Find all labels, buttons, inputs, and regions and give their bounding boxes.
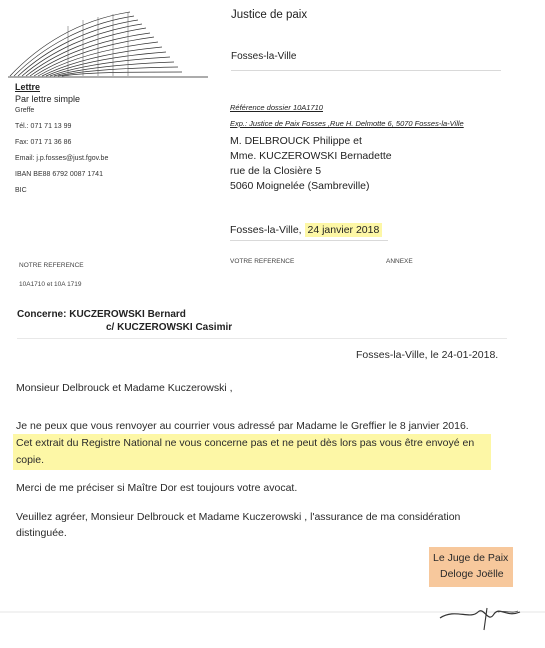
bic: BIC xyxy=(15,187,27,194)
fax-number: Fax: 071 71 36 86 xyxy=(15,139,72,146)
delivery-method: Par lettre simple xyxy=(15,94,81,104)
date: 24 janvier 2018 xyxy=(305,223,383,237)
concerne-party-2: c/ KUCZEROWSKI Casimir xyxy=(106,322,233,333)
department: Greffe xyxy=(15,107,35,114)
recipient-line-3: rue de la Closière 5 xyxy=(230,165,322,177)
email-address: Email: j.p.fosses@just.fgov.be xyxy=(15,155,109,162)
your-reference-label: VOTRE REFERENCE xyxy=(230,258,295,265)
recipient-line-2: Mme. KUCZEROWSKI Bernadette xyxy=(230,150,392,162)
dossier-reference: Référence dossier 10A1710 xyxy=(230,103,323,112)
recipient-line-4: 5060 Moignelée (Sambreville) xyxy=(230,180,370,192)
paragraph-1-line-3: copie. xyxy=(16,454,45,466)
court-location: Fosses-la-Ville xyxy=(231,51,297,62)
paragraph-3-line-1: Veuillez agréer, Monsieur Delbrouck et Madame Kuczerowski , l'assurance de ma considération xyxy=(16,511,461,523)
place-date xyxy=(230,224,382,236)
concerne-party-1: KUCZEROWSKI Bernard xyxy=(69,309,186,320)
concerne-label: Concerne: xyxy=(17,309,67,320)
paragraph-3-line-2: distinguée. xyxy=(16,527,67,539)
signatory-name: Deloge Joëlle xyxy=(440,568,504,580)
our-reference-label: NOTRE REFERENCE xyxy=(19,262,84,269)
concerne-line xyxy=(17,309,186,320)
place: Fosses-la-Ville, xyxy=(230,224,302,236)
court-logo xyxy=(8,6,208,78)
iban: IBAN BE88 6792 0087 1741 xyxy=(15,171,103,178)
sender-address: Exp.: Justice de Paix Fosses ,Rue H. Delmotte 6, 5070 Fosses-la-Ville xyxy=(230,119,464,128)
court-name: Justice de paix xyxy=(231,9,308,21)
paragraph-2: Merci de me préciser si Maître Dor est toujours votre avocat. xyxy=(16,482,298,494)
header-divider xyxy=(231,70,501,71)
date-divider xyxy=(230,240,388,241)
paragraph-1-line-2: Cet extrait du Registre National ne vous concerne pas et ne peut dès lors pas vous être envoyé en xyxy=(16,437,475,449)
concerne-divider xyxy=(17,338,507,339)
handwritten-signature xyxy=(0,598,545,638)
doc-type: Lettre xyxy=(15,82,41,92)
our-reference-value: 10A1710 et 10A 1719 xyxy=(19,281,82,288)
salutation: Monsieur Delbrouck et Madame Kuczerowski , xyxy=(16,382,233,394)
letter-date: Fosses-la-Ville, le 24-01-2018. xyxy=(356,349,499,361)
annex-label: ANNEXE xyxy=(386,258,413,265)
phone-number: Tél.: 071 71 13 99 xyxy=(15,123,72,130)
recipient-line-1: M. DELBROUCK Philippe et xyxy=(230,135,362,147)
signatory-title: Le Juge de Paix xyxy=(433,552,509,564)
paragraph-1-line-1: Je ne peux que vous renvoyer au courrier vous adressé par Madame le Greffier le 8 janvier 2016. xyxy=(16,420,469,432)
